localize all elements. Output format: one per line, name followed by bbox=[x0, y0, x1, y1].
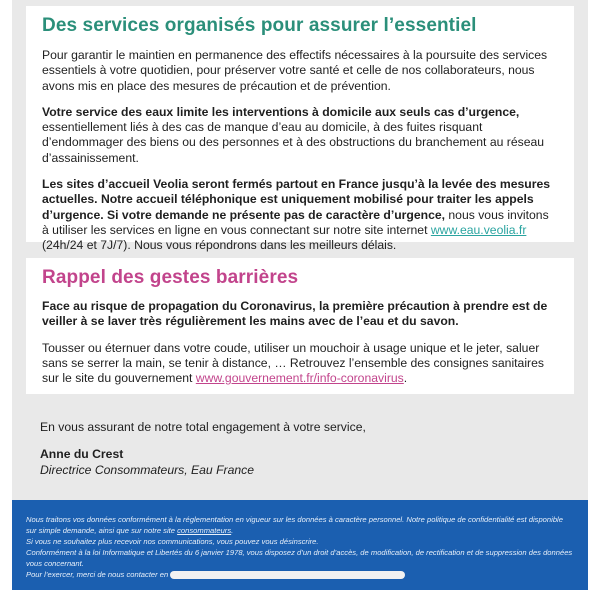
signoff bbox=[40, 420, 366, 477]
essential-services-section bbox=[26, 6, 574, 253]
legal-footer bbox=[12, 500, 588, 590]
section-title-essential-services: Des services organisés pour assurer l’essentiel bbox=[42, 15, 477, 36]
email-body bbox=[12, 0, 588, 590]
signer-name: Anne du Crest bbox=[40, 447, 124, 461]
barrier-gestures-section bbox=[26, 258, 574, 394]
contact-line: Pour l’exercer, merci de nous contacter en bbox=[26, 569, 574, 580]
section-title-barrier-gestures: Rappel des gestes barrières bbox=[42, 267, 299, 288]
handwashing-paragraph: Face au risque de propagation du Coronavirus, la première précaution à prendre est de veiller à se laver très régulièrement les mains avec de l’eau et du savon. bbox=[42, 299, 548, 329]
closing-line: En vous assurant de notre total engagement à votre service, bbox=[40, 420, 366, 434]
interventions-paragraph: Votre service des eaux limite les interventions à domicile aux seuls cas d’urgence, essentiellement liés à des cas de manque d’eau au domicile, à des fuites risquant d’endommager des biens ou des personnes et à des obstructions du branchement au réseau d’assainissement. bbox=[42, 104, 545, 165]
intro-paragraph: Pour garantir le maintien en permanence des effectifs nécessaires à la poursuite des services essentiels à votre quotidien, pour préserver votre santé et celle de nos collaborateurs, nous avons mis en place des mesures de précaution et de prévention. bbox=[42, 48, 548, 93]
consommateurs-link[interactable]: consommateurs bbox=[177, 526, 232, 535]
redacted-contact bbox=[170, 571, 405, 579]
unsubscribe-line[interactable]: Si vous ne souhaitez plus recevoir nos communications, vous pouvez vous désinscrire. bbox=[26, 537, 319, 546]
accueil-paragraph: Les sites d’accueil Veolia seront fermés partout en France jusqu’à la levée des mesures actuelles. Notre accueil téléphonique est uniquement mobilisé pour traiter les appels d’urgence. Si votre demande ne présente pas de caractère d’urgence, nous vous invitons à utiliser les services en ligne en vous connectant sur notre site internet www.eau.veolia.fr (24h/24 et 7J/7). Nous vous répondrons dans les meilleurs délais. bbox=[42, 177, 551, 253]
sanitary-rules-paragraph: Tousser ou éternuer dans votre coude, utiliser un mouchoir à usage unique et le jeter, saluer sans se serrer la main, se tenir à distance, … Retrouvez l’ensemble des consignes sanitaires sur le site du gouvernement www.gouvernement.fr/info-coronavirus. bbox=[42, 340, 544, 386]
veolia-website-link[interactable]: www.eau.veolia.fr bbox=[430, 222, 527, 237]
signer-role: Directrice Consommateurs, Eau France bbox=[40, 463, 255, 477]
privacy-line: Nous traitons vos données conformément à la réglementation en vigueur sur les données à caractère personnel. Notre politique de confidentialité est disponible sur simple demande, ainsi que sur notre site consommateurs. bbox=[26, 515, 563, 535]
cnil-rights-line: Conformément à la loi Informatique et Libertés du 6 janvier 1978, vous disposez d’un droit d’accès, de modification, de rectification et de suppression des données vous concernant. bbox=[26, 548, 573, 568]
government-coronavirus-link[interactable]: www.gouvernement.fr/info-coronavirus bbox=[195, 371, 404, 386]
